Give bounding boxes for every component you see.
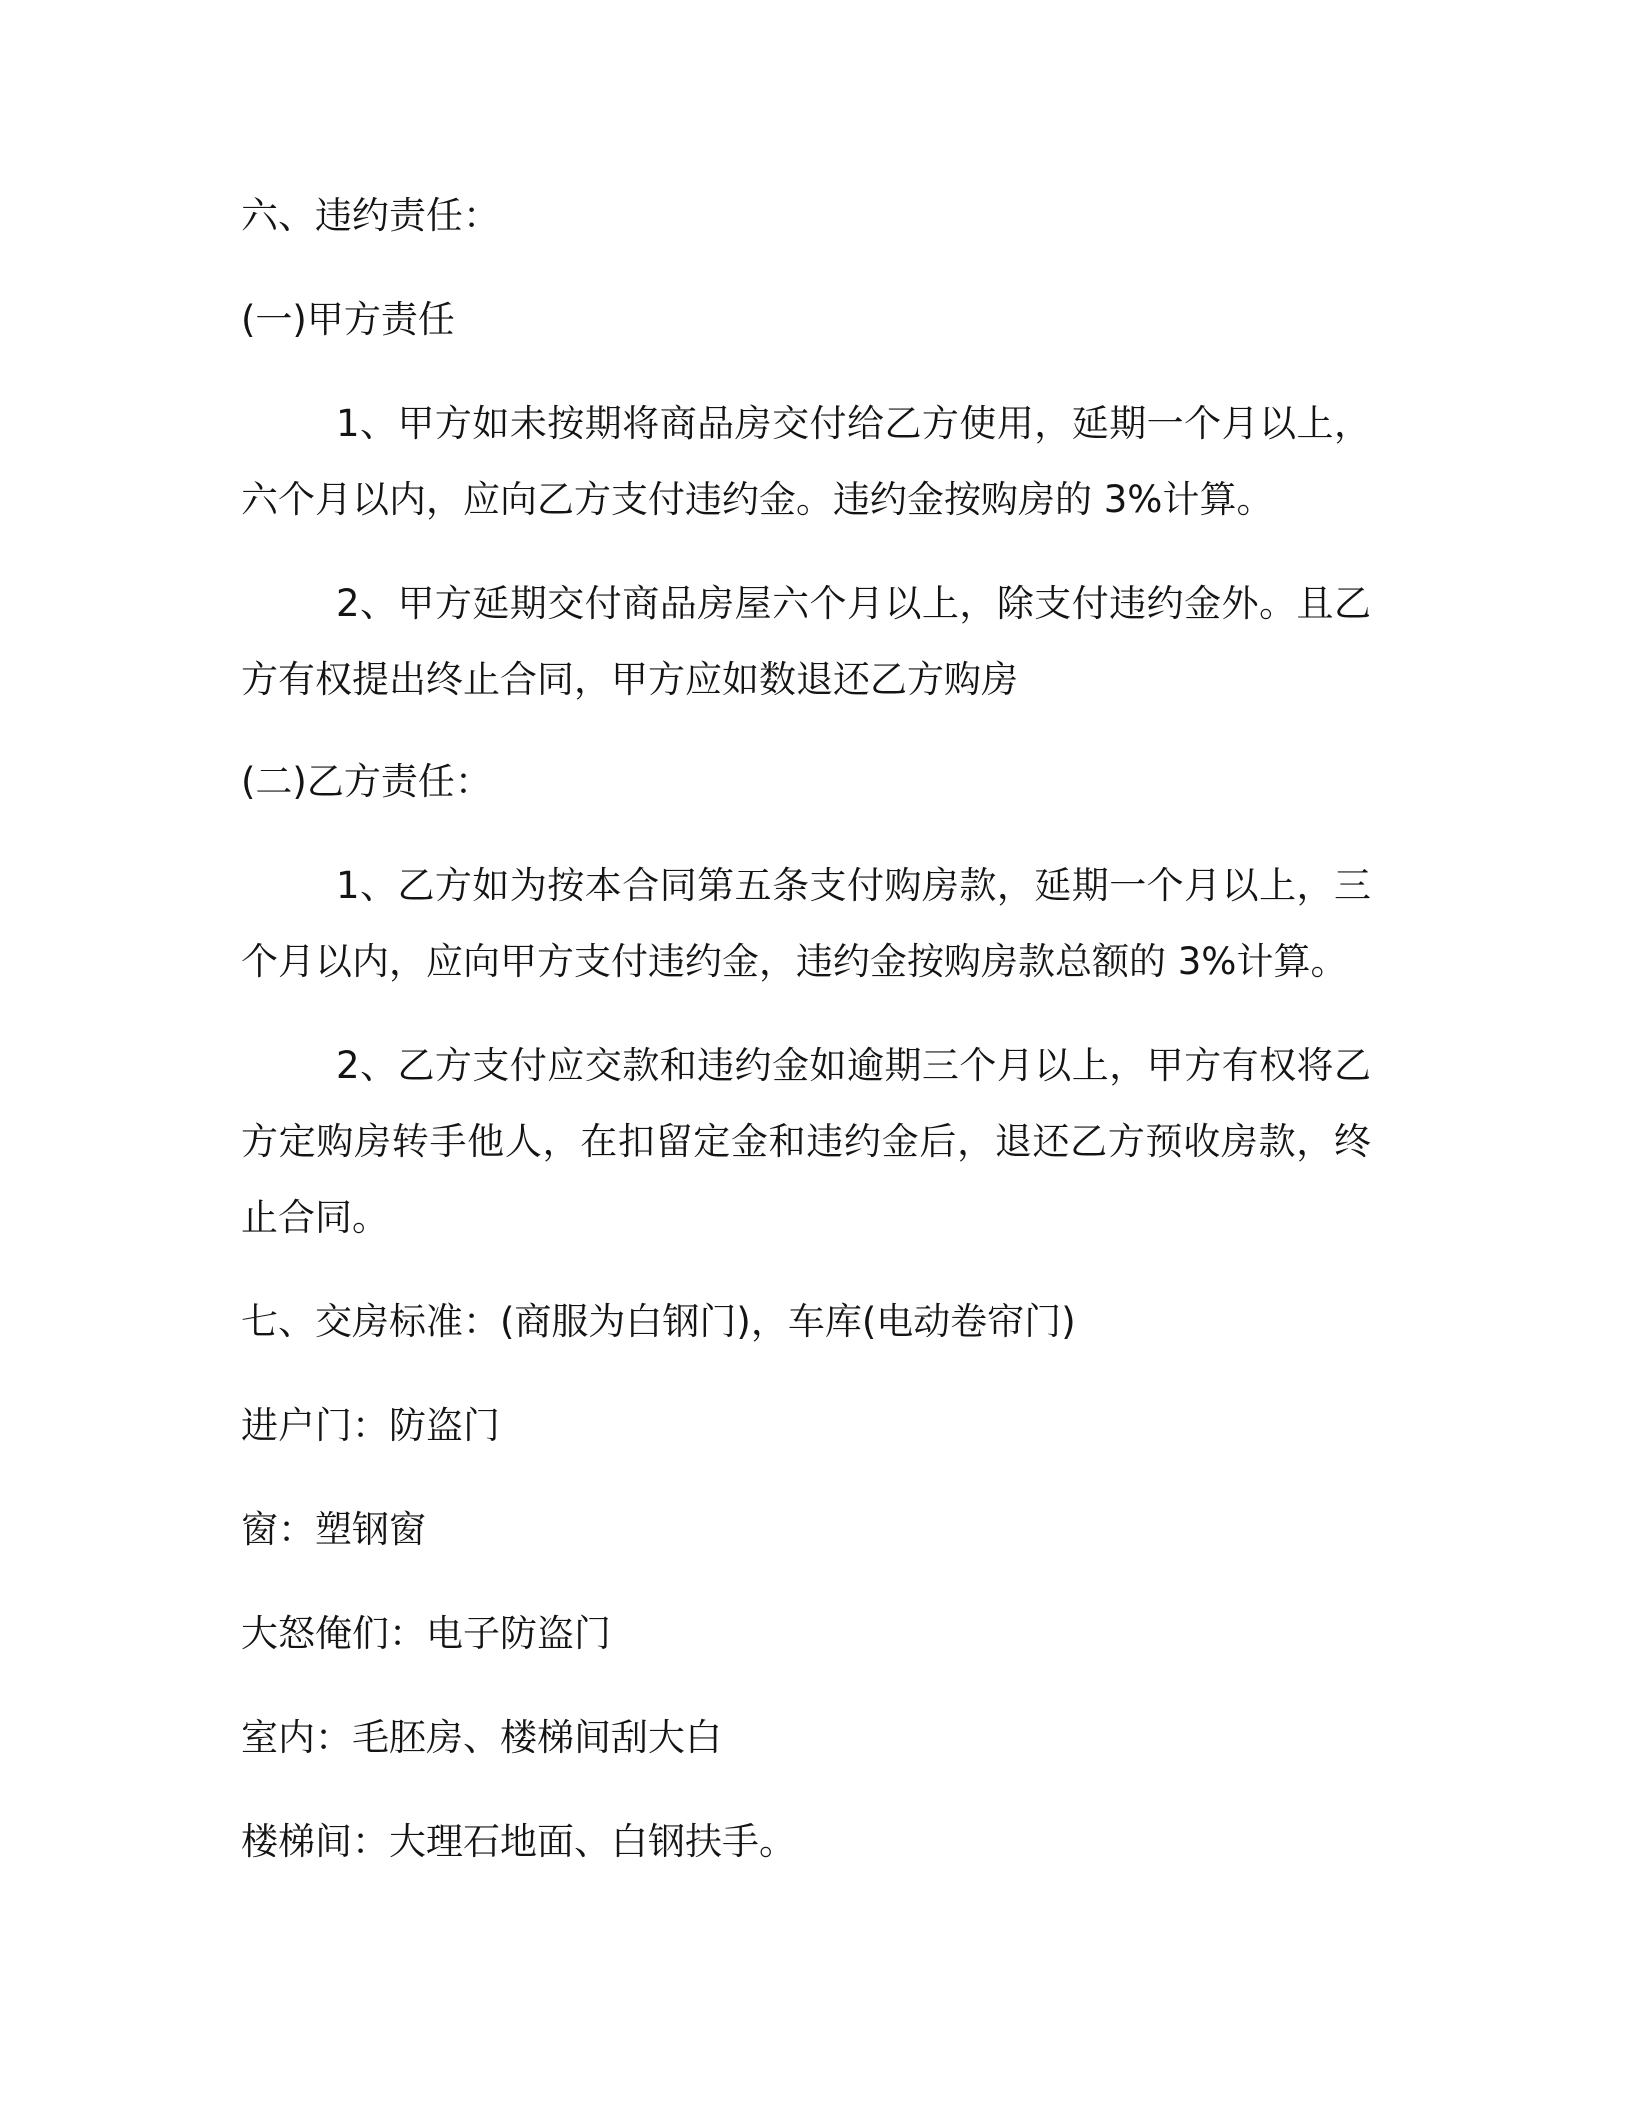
party-b-clause-1-line-2: 个月以内，应向甲方支付违约金，违约金按购房款总额的 3%计算。	[241, 940, 1348, 983]
party-a-clause-2	[241, 566, 1371, 718]
main-door-spec: 大怒俺们：电子防盗门	[241, 1612, 611, 1655]
party-b-clause-1-line-1: 1、乙方如为按本合同第五条支付购房款，延期一个月以上，三	[336, 864, 1371, 907]
party-b-clause-2-line-3: 止合同。	[241, 1196, 389, 1239]
party-a-clause-1	[241, 386, 1371, 538]
party-b-responsibility-heading: (二)乙方责任：	[241, 760, 492, 803]
party-a-clause-2-line-1: 2、甲方延期交付商品房屋六个月以上，除支付违约金外。且乙	[336, 582, 1371, 625]
interior-spec: 室内：毛胚房、楼梯间刮大白	[241, 1716, 722, 1759]
section-6-heading: 六、违约责任：	[241, 194, 500, 237]
party-a-clause-1-line-1: 1、甲方如未按期将商品房交付给乙方使用，延期一个月以上，	[336, 402, 1371, 445]
party-a-clause-1-line-2: 六个月以内，应向乙方支付违约金。违约金按购房的 3%计算。	[241, 478, 1274, 521]
party-b-clause-2	[241, 1028, 1371, 1256]
party-a-responsibility-heading: (一)甲方责任	[241, 298, 455, 341]
entry-door-spec: 进户门：防盗门	[241, 1404, 500, 1447]
window-spec: 窗：塑钢窗	[241, 1508, 426, 1551]
section-7-heading: 七、交房标准：(商服为白钢门)，车库(电动卷帘门)	[241, 1300, 1076, 1343]
stairwell-spec: 楼梯间：大理石地面、白钢扶手。	[241, 1820, 796, 1863]
party-b-clause-2-line-1: 2、乙方支付应交款和违约金如逾期三个月以上，甲方有权将乙	[336, 1044, 1371, 1087]
party-b-clause-2-line-2: 方定购房转手他人，在扣留定金和违约金后，退还乙方预收房款，终	[241, 1120, 1371, 1163]
party-b-clause-1	[241, 848, 1371, 1000]
party-a-clause-2-line-2: 方有权提出终止合同，甲方应如数退还乙方购房	[241, 658, 1018, 701]
